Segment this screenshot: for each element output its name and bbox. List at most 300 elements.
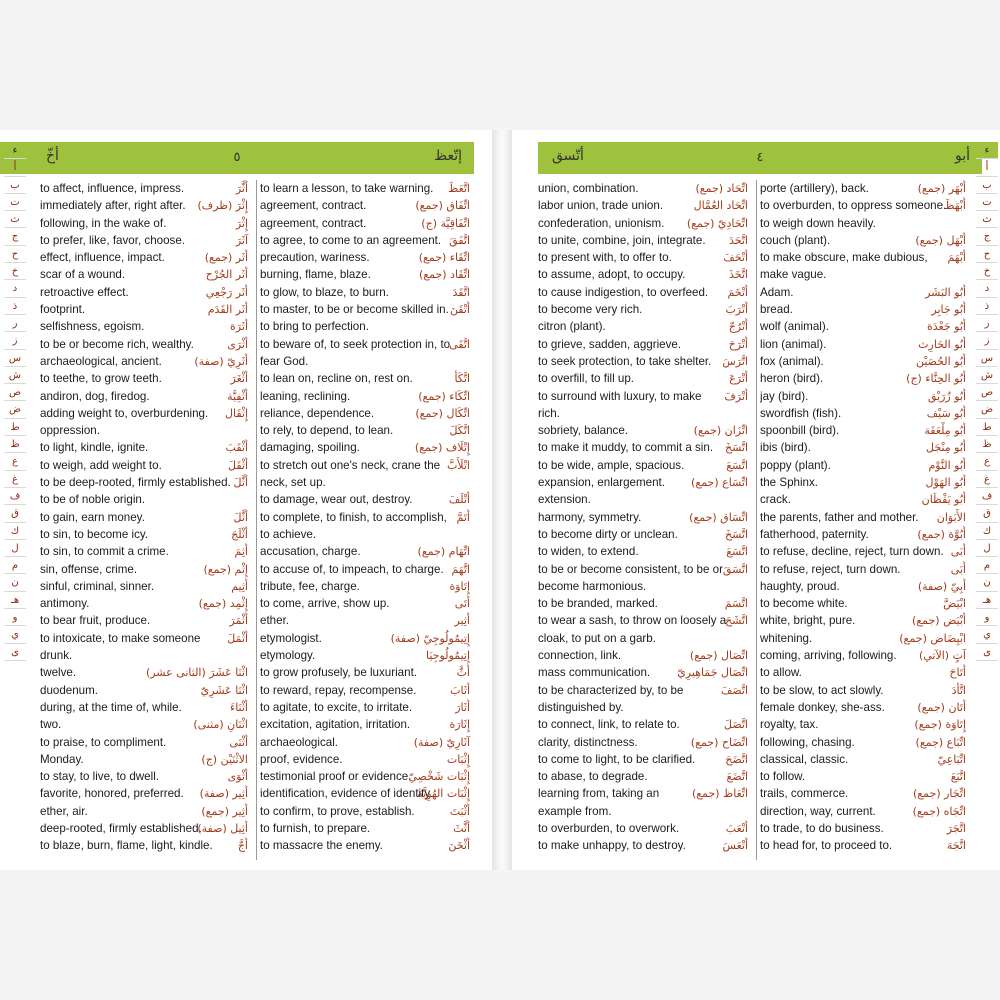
entry-row <box>760 266 970 283</box>
entry-definition: to grieve, sadden, aggrieve. <box>538 337 682 351</box>
entry-row <box>760 751 970 768</box>
entry-headword: أَبُو جَابِر <box>931 303 966 317</box>
entry-headword: أَبُو زُرَيْق <box>927 389 966 403</box>
thumb-index-letter: ي <box>976 626 998 643</box>
entry-definition: fear God. <box>260 354 309 368</box>
entry-headword: أَبُو مِلْعَقَة <box>924 424 966 438</box>
entry-definition: favorite, honored, preferred. <box>40 787 184 801</box>
entry-headword: إِتْلَاف (جمع) <box>414 441 470 455</box>
right-page-header <box>538 142 982 174</box>
entry-definition: to overburden, to oppress someone. <box>760 199 947 213</box>
entry-headword: اتْلَأَبَّ <box>446 458 470 472</box>
entry-row <box>760 820 970 837</box>
entry-definition: retroactive effect. <box>40 285 129 299</box>
entry-headword: آتٍ (الآتي) <box>918 649 966 663</box>
entry-headword: أَتَى <box>454 597 470 611</box>
entry-headword: أَتْرَفَ <box>724 389 748 403</box>
entry-headword: إِثْقَال <box>224 406 248 420</box>
entry-row <box>760 803 970 820</box>
entry-row <box>538 682 752 699</box>
entry-definition: footprint. <box>40 303 86 317</box>
entry-headword: أَثَر الجُرْح <box>205 268 248 282</box>
thumb-index-letter: ر <box>4 315 26 332</box>
entry-row <box>760 474 970 491</box>
entry-row <box>538 318 752 335</box>
entry-headword: اتَّجَرَ <box>946 821 966 835</box>
entry-definition: to complete, to finish, to accomplish, <box>260 510 447 524</box>
entry-headword: أَبُو الهَوْل <box>925 476 966 490</box>
entry-row <box>760 336 970 353</box>
entry-row <box>760 526 970 543</box>
entry-row <box>40 353 252 370</box>
entry-headword: اتَّسَخَ <box>724 441 748 455</box>
entry-headword: أَثِيل (صفة) <box>197 821 248 835</box>
entry-definition: swordfish (fish). <box>760 406 842 420</box>
entry-definition: to beware of, to seek protection in, to <box>260 337 451 351</box>
entry-headword: اتِّكَاء (جمع) <box>418 389 470 403</box>
entry-definition: identification, evidence of identity <box>260 787 431 801</box>
thumb-index-letter: ش <box>976 367 998 384</box>
thumb-index-letter: ظ <box>4 436 26 453</box>
entry-definition: to follow. <box>760 770 806 784</box>
entry-definition: excitation, agitation, irritation. <box>260 718 411 732</box>
entry-definition: adding weight to, overburdening. <box>40 406 209 420</box>
entry-row <box>40 197 252 214</box>
entry-row <box>760 664 970 681</box>
entry-headword: أَثَرَة <box>230 320 248 334</box>
entry-definition: during, at the time of, while. <box>40 700 182 714</box>
entry-headword: أَبْهَظَ <box>944 199 966 213</box>
entry-headword: أَثْغَرَ <box>230 372 248 386</box>
entry-definition: to be of noble origin. <box>40 493 146 507</box>
entry-definition: precaution, wariness. <box>260 251 370 265</box>
entry-headword: اتِّصَال جَمَاهِيرِيّ <box>677 666 748 680</box>
entry-headword: أَثْرَى <box>227 337 248 351</box>
entry-headword: آثَارِيّ (صفة) <box>413 735 470 749</box>
entry-headword: أُتْرُجّ <box>728 320 748 334</box>
entry-headword: اتَّفَقَ <box>449 233 470 247</box>
entry-definition: sobriety, balance. <box>538 424 629 438</box>
entry-row <box>260 301 474 318</box>
entry-definition: to cause indigestion, to overfeed. <box>538 285 709 299</box>
thumb-index-letter: ك <box>976 523 998 540</box>
thumb-index-letter: ع <box>4 453 26 470</box>
entry-definition: to make obscure, make dubious, <box>760 251 928 265</box>
entry-definition: white, bright, pure. <box>760 614 856 628</box>
entry-definition: to praise, to compliment. <box>40 735 167 749</box>
entry-headword: إِثْرَ <box>235 216 248 230</box>
entry-definition: to be wide, ample, spacious. <box>538 458 685 472</box>
entry-row <box>260 595 474 612</box>
entry-row <box>40 578 252 595</box>
entry-row <box>538 388 752 405</box>
entry-row <box>40 716 252 733</box>
thumb-index-letter: و <box>976 609 998 626</box>
thumb-index-letter: ى <box>976 644 998 661</box>
entry-definition: rich. <box>538 406 560 420</box>
thumb-index-letter: ل <box>4 540 26 557</box>
entry-row <box>40 491 252 508</box>
entry-definition: damaging, spoiling. <box>260 441 360 455</box>
entry-definition: to become dirty or unclean. <box>538 527 678 541</box>
entry-row <box>260 249 474 266</box>
entry-row <box>538 405 752 422</box>
entry-definition: accusation, charge. <box>260 545 361 559</box>
entry-definition: twelve. <box>40 666 77 680</box>
entry-row <box>40 768 252 785</box>
entry-row <box>760 491 970 508</box>
entry-definition: following, chasing. <box>760 735 855 749</box>
entry-row <box>538 180 752 197</box>
entry-headword: اتِّحَادِيّ (جمع) <box>686 216 748 230</box>
entry-definition: to be characterized by, to be <box>538 683 684 697</box>
entry-headword: أَبُو الحِنَّاء (ج) <box>906 372 966 386</box>
thumb-index-letter: ب <box>976 177 998 194</box>
entry-headword: اتَّكَأَ <box>454 372 470 386</box>
entry-definition: to damage, wear out, destroy. <box>260 493 413 507</box>
entry-definition: reliance, dependence. <box>260 406 375 420</box>
entry-definition: to widen, to extend. <box>538 545 639 559</box>
entry-definition: two. <box>40 718 62 732</box>
entry-row <box>760 215 970 232</box>
entry-row <box>260 578 474 595</box>
entry-definition: to furnish, to prepare. <box>260 821 371 835</box>
entry-definition: Monday. <box>40 752 84 766</box>
entry-row <box>40 561 252 578</box>
entry-row <box>40 336 252 353</box>
entry-headword: اتَّسَعَ <box>726 458 748 472</box>
entry-headword: آثَرَ <box>235 233 248 247</box>
left-header-guide-word-last: إتّعظ <box>434 148 462 164</box>
entry-row <box>40 422 252 439</box>
entry-definition: duodenum. <box>40 683 99 697</box>
entry-row <box>538 716 752 733</box>
entry-headword: اتَّعَظَ <box>448 182 470 195</box>
entry-row <box>40 370 252 387</box>
entry-row <box>538 543 752 560</box>
entry-row <box>260 422 474 439</box>
entry-row <box>760 785 970 802</box>
thumb-index-letter: ك <box>4 523 26 540</box>
entry-definition: to bear fruit, produce. <box>40 614 151 628</box>
entry-row <box>260 318 474 335</box>
entry-headword: اتَّخَذَ <box>729 268 748 282</box>
entry-headword: أَبْهَمَ <box>947 251 966 265</box>
thumb-index-letter: ف <box>4 488 26 505</box>
left-header-guide-word-first: أخّ <box>46 148 59 164</box>
entry-row <box>760 543 970 560</box>
entry-headword: إِثْبَات شَخْصِيّ <box>408 770 470 784</box>
entry-headword: اتِّحَاد العُمَّال <box>693 199 748 213</box>
entry-row <box>260 474 474 491</box>
column-divider <box>256 180 257 860</box>
entry-definition: confederation, unionism. <box>538 216 665 230</box>
entry-definition: couch (plant). <box>760 233 831 247</box>
entry-definition: make vague. <box>760 268 827 282</box>
entry-row <box>260 647 474 664</box>
entry-headword: إِثْبَات الهُوِيَّة <box>417 787 470 801</box>
entry-definition: direction, way, current. <box>760 804 876 818</box>
entry-headword: اتِّبَاع (جمع) <box>915 735 966 749</box>
entry-row <box>760 837 970 854</box>
entry-definition: archaeological, ancient. <box>40 354 162 368</box>
entry-definition: to bring to perfection. <box>260 320 369 334</box>
right-column-2 <box>760 180 970 855</box>
thumb-index-letter: ف <box>976 488 998 505</box>
entry-row <box>40 388 252 405</box>
entry-definition: ether, air. <box>40 804 88 818</box>
entry-row <box>260 405 474 422</box>
entry-row <box>538 474 752 491</box>
thumb-index-letter: ء <box>4 142 26 159</box>
entry-row <box>760 422 970 439</box>
entry-headword: أَثْلَجَ <box>231 527 248 541</box>
entry-definition: lion (animal). <box>760 337 827 351</box>
entry-definition: haughty, proud. <box>760 579 840 593</box>
thumb-index-letter: هـ <box>976 592 998 609</box>
entry-definition: whitening. <box>760 631 813 645</box>
entry-row <box>260 543 474 560</box>
entry-headword: أَثِير (جمع) <box>201 804 248 818</box>
entry-headword: أَثَابَ <box>450 683 470 697</box>
entry-headword: أَثَّ <box>456 666 470 680</box>
entry-definition: to come to light, to be clarified. <box>538 752 696 766</box>
entry-row <box>260 526 474 543</box>
entry-definition: to prefer, like, favor, choose. <box>40 233 186 247</box>
entry-row <box>40 232 252 249</box>
entry-headword: أَتْقَنَ <box>449 303 470 317</box>
entry-row <box>538 595 752 612</box>
entry-headword: أَتْعَبَ <box>725 821 748 835</box>
entry-definition: to seek protection, to take shelter. <box>538 354 712 368</box>
entry-row <box>260 284 474 301</box>
thumb-index-letter: ض <box>4 401 26 418</box>
entry-definition: connection, link. <box>538 649 622 663</box>
entry-row <box>260 491 474 508</box>
entry-row <box>538 336 752 353</box>
entry-row <box>260 820 474 837</box>
entry-definition: poppy (plant). <box>760 458 831 472</box>
entry-definition: burning, flame, blaze. <box>260 268 371 282</box>
entry-definition: to become white. <box>760 597 848 611</box>
entry-row <box>260 215 474 232</box>
entry-definition: scar of a wound. <box>40 268 126 282</box>
entry-row <box>40 837 252 854</box>
thumb-index-letter: خ <box>976 263 998 280</box>
entry-row <box>538 232 752 249</box>
entry-row <box>760 595 970 612</box>
entry-definition: learning from, taking an <box>538 787 660 801</box>
entry-definition: labor union, trade union. <box>538 199 664 213</box>
entry-definition: classical, classic. <box>760 752 849 766</box>
entry-row <box>760 370 970 387</box>
entry-row <box>260 630 474 647</box>
entry-row <box>538 664 752 681</box>
entry-row <box>760 232 970 249</box>
entry-headword: اتِّحَاد (جمع) <box>695 182 748 195</box>
entry-headword: اثْنَا عَشَرِيّ <box>200 683 248 697</box>
thumb-index-letter: ل <box>976 540 998 557</box>
entry-headword: اتَّجَهَ <box>946 839 966 853</box>
entry-definition: etymologist. <box>260 631 322 645</box>
entry-row <box>260 561 474 578</box>
entry-row <box>260 353 474 370</box>
entry-row <box>538 820 752 837</box>
entry-definition: to refuse, reject, turn down. <box>760 562 901 576</box>
entry-row <box>538 509 752 526</box>
thumb-index-letter: ظ <box>976 436 998 453</box>
entry-headword: إِثْم (جمع) <box>203 562 248 576</box>
entry-definition: to surround with luxury, to make <box>538 389 702 403</box>
entry-headword: أَبَى <box>950 562 966 576</box>
thumb-index-letter: غ <box>976 471 998 488</box>
entry-definition: tribute, fee, charge. <box>260 579 360 593</box>
entry-headword: اتِّفَاق (جمع) <box>415 199 470 213</box>
entry-row <box>760 734 970 751</box>
entry-row <box>260 232 474 249</box>
entry-row <box>40 318 252 335</box>
entry-definition: heron (bird). <box>760 372 824 386</box>
entry-row <box>40 526 252 543</box>
entry-row <box>260 336 474 353</box>
entry-headword: إِتَاوَة (جمع) <box>914 718 966 732</box>
thumb-index-letter: هـ <box>4 592 26 609</box>
entry-headword: اتِّجَار (جمع) <box>913 787 966 801</box>
entry-definition: the parents, father and mother. <box>760 510 919 524</box>
entry-row <box>260 785 474 802</box>
entry-definition: to weigh down heavily. <box>760 216 876 230</box>
left-column-1 <box>40 180 252 855</box>
entry-row <box>538 630 752 647</box>
thumb-index-letter: ج <box>976 228 998 245</box>
entry-row <box>40 803 252 820</box>
entry-definition: royalty, tax. <box>760 718 819 732</box>
entry-definition: to achieve. <box>260 527 317 541</box>
entry-definition: mass communication. <box>538 666 651 680</box>
entry-definition: agreement, contract. <box>260 216 367 230</box>
entry-row <box>40 509 252 526</box>
entry-row <box>760 768 970 785</box>
entry-definition: to learn a lesson, to take warning. <box>260 182 434 195</box>
entry-definition: porte (artillery), back. <box>760 182 869 195</box>
entry-headword: اتَّبَعَ <box>950 770 966 784</box>
entry-definition: to intoxicate, to make someone <box>40 631 201 645</box>
entry-row <box>760 457 970 474</box>
entry-row <box>260 509 474 526</box>
thumb-index-letter: ح <box>976 246 998 263</box>
entry-definition: cloak, to put on a garb. <box>538 631 656 645</box>
entry-row <box>760 180 970 197</box>
entry-definition: drunk. <box>40 649 73 663</box>
entry-headword: أَتْرَبَ <box>725 303 748 317</box>
entry-row <box>260 197 474 214</box>
entry-row <box>40 266 252 283</box>
entry-row <box>40 682 252 699</box>
right-thumb-index <box>976 142 998 661</box>
entry-definition: to massacre the enemy. <box>260 839 383 853</box>
entry-definition: to master, to be or become skilled in. <box>260 303 449 317</box>
entry-row <box>760 388 970 405</box>
entry-row <box>260 266 474 283</box>
entry-headword: اتِّقَاد (جمع) <box>418 268 470 282</box>
entry-definition: to assume, adopt, to occupy. <box>538 268 686 282</box>
entry-headword: أَتْلَفَ <box>448 493 470 507</box>
entry-definition: extension. <box>538 493 591 507</box>
entry-row <box>538 803 752 820</box>
thumb-index-letter: ز <box>976 332 998 349</box>
thumb-index-letter: ذ <box>4 298 26 315</box>
right-header-guide-word-last: أبو <box>954 148 970 164</box>
entry-headword: أَثْمَرَ <box>229 614 248 628</box>
entry-row <box>260 803 474 820</box>
entry-headword: أَتَان (جمع) <box>917 700 966 714</box>
entry-definition: trails, commerce. <box>760 787 849 801</box>
entry-row <box>40 457 252 474</box>
entry-definition: archaeological. <box>260 735 338 749</box>
entry-definition: to be or become consistent, to be or <box>538 562 723 576</box>
entry-row <box>40 595 252 612</box>
entry-headword: إِثْمِد (جمع) <box>198 597 248 611</box>
entry-definition: oppression. <box>40 424 100 438</box>
thumb-index-letter: خ <box>4 263 26 280</box>
entry-headword: أَتْرَحَ <box>728 337 748 351</box>
entry-row <box>760 682 970 699</box>
entry-definition: agreement, contract. <box>260 199 367 213</box>
entry-headword: أَبْهَل (جمع) <box>915 233 966 247</box>
entry-definition: to accuse of, to impeach, to charge. <box>260 562 444 576</box>
entry-headword: إِثَارَة <box>449 718 470 732</box>
entry-row <box>40 664 252 681</box>
entry-headword: اتَّضَحَ <box>725 752 748 766</box>
entry-definition: ether. <box>260 614 290 628</box>
entry-definition: sin, offense, crime. <box>40 562 138 576</box>
thumb-index-letter: ت <box>4 194 26 211</box>
entry-row <box>260 664 474 681</box>
entry-headword: أَثَر القَدَم <box>207 303 248 317</box>
thumb-index-letter: ط <box>976 419 998 436</box>
entry-definition: Adam. <box>760 285 794 299</box>
entry-headword: اتَّكَلَ <box>449 424 470 438</box>
entry-definition: leaning, reclining. <box>260 389 351 403</box>
entry-headword: أَثْبَتَ <box>449 804 470 818</box>
entry-headword: أَتْخَمَ <box>727 285 748 299</box>
entry-row <box>40 284 252 301</box>
entry-row <box>538 612 752 629</box>
entry-row <box>40 301 252 318</box>
thumb-index-letter: ح <box>4 246 26 263</box>
entry-row <box>760 716 970 733</box>
entry-headword: إِتَاوَة <box>449 579 470 593</box>
entry-definition: to make unhappy, to destroy. <box>538 839 686 853</box>
entry-definition: to sin, to commit a crime. <box>40 545 169 559</box>
entry-definition: clarity, distinctness. <box>538 735 638 749</box>
entry-headword: أَثَارَ <box>455 700 470 714</box>
entry-definition: spoonbill (bird). <box>760 424 840 438</box>
entry-definition: to be or become rich, wealthy. <box>40 337 194 351</box>
entry-definition: to agree, to come to an agreement. <box>260 233 442 247</box>
entry-headword: أَثْقَلَ <box>227 458 248 472</box>
entry-definition: example from. <box>538 804 612 818</box>
entry-row <box>538 647 752 664</box>
entry-headword: أَثْنَاءَ <box>230 700 248 714</box>
entry-row <box>538 699 752 716</box>
thumb-index-letter: س <box>4 350 26 367</box>
thumb-index-letter: ت <box>976 194 998 211</box>
entry-headword: اتَّسَمَ <box>724 597 748 611</box>
entry-row <box>260 457 474 474</box>
entry-definition: neck, set up. <box>260 476 326 490</box>
entry-headword: أَثِير (صفة) <box>199 787 248 801</box>
